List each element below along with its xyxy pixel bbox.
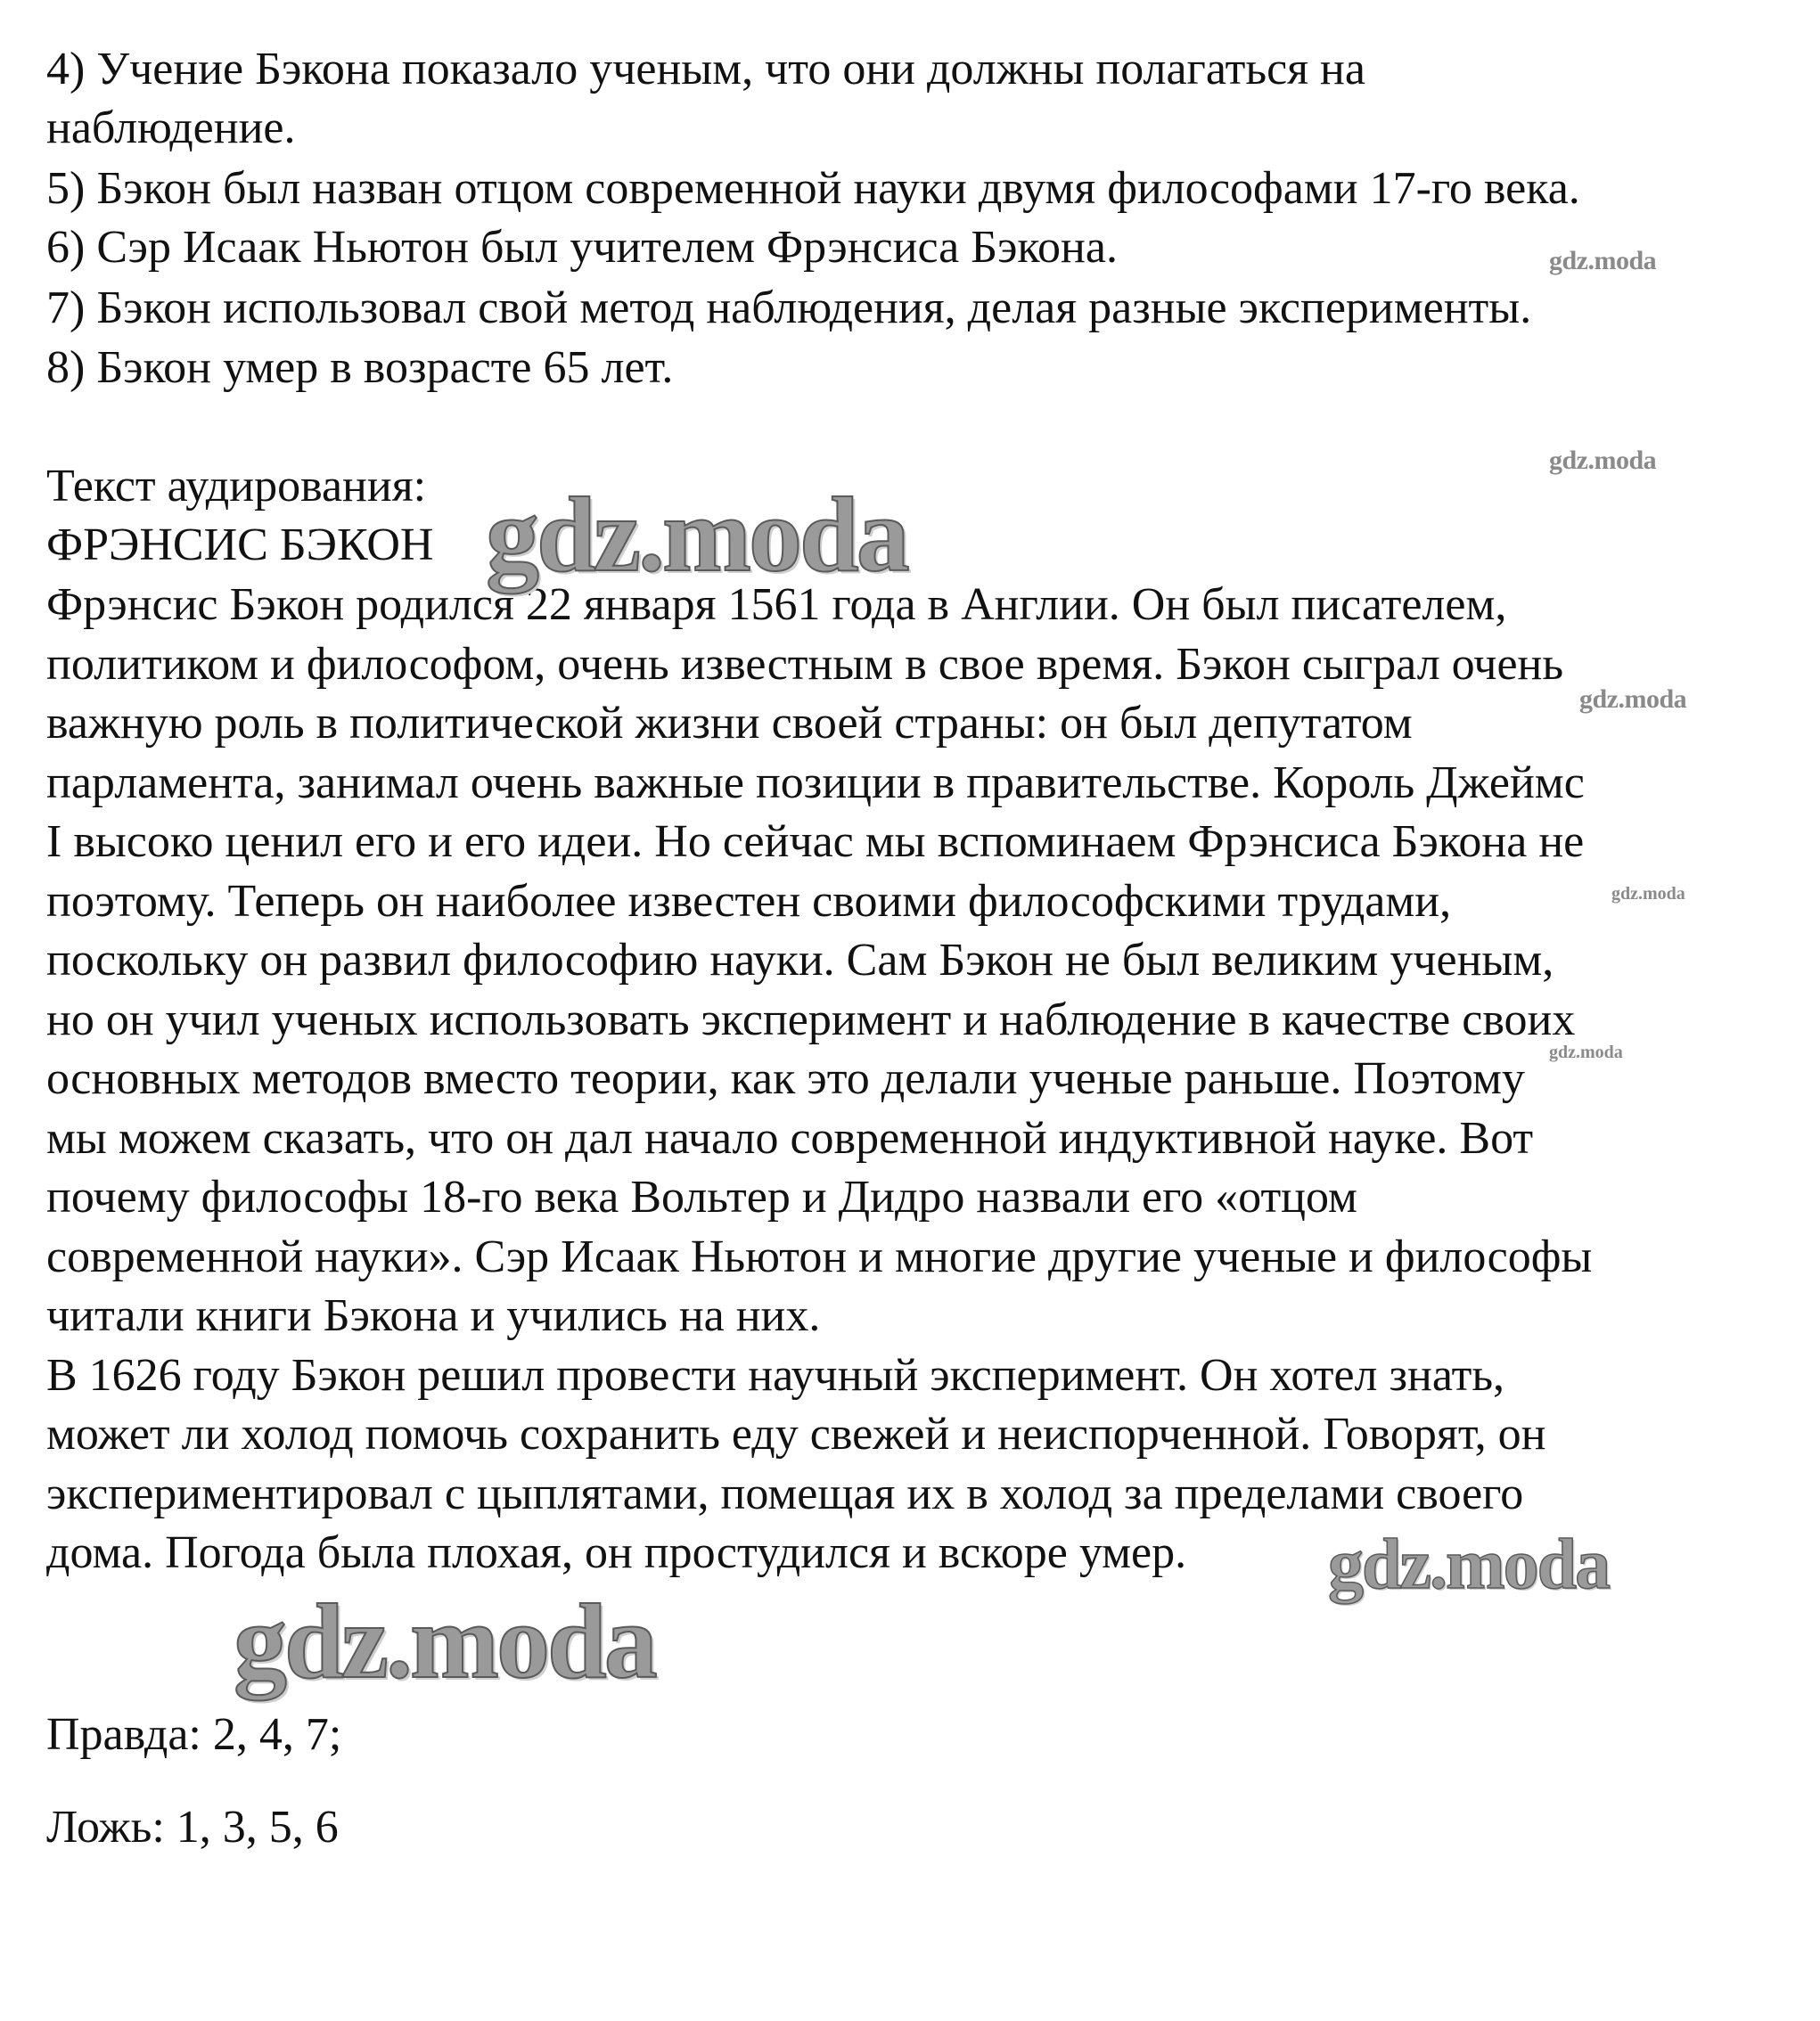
watermark-logo: gdz.moda — [1549, 446, 1657, 475]
listening-line: может ли холод помочь сохранить еду свежей и неиспорченной. Говорят, он — [46, 1409, 1546, 1460]
listening-line: основных методов вместо теории, как это делали ученые раньше. Поэтому — [46, 1053, 1525, 1104]
listening-line: Фрэнсис Бэкон родился 22 января 1561 года в Англии. Он был писателем, — [46, 579, 1507, 630]
listening-line: В 1626 году Бэкон решил провести научный эксперимент. Он хотел знать, — [46, 1350, 1505, 1401]
answer-false: Ложь: 1, 3, 5, 6 — [46, 1802, 339, 1853]
listening-line: парламента, занимал очень важные позиции в правительстве. Король Джеймс — [46, 757, 1585, 808]
listening-line: дома. Погода была плохая, он простудился и вскоре умер. — [46, 1527, 1187, 1578]
listening-line: I высоко ценил его и его идеи. Но сейчас мы вспоминаем Фрэнсиса Бэкона не — [46, 816, 1585, 867]
listening-line: но он учил ученых использовать эксперимент и наблюдение в качестве своих — [46, 994, 1576, 1045]
listening-title: ФРЭНСИС БЭКОН — [46, 520, 434, 570]
listening-heading: Текст аудирования: — [46, 461, 427, 511]
statement-7: 7) Бэкон использовал свой метод наблюдения, делая разные эксперименты. — [46, 282, 1532, 333]
listening-line: экспериментировал с цыплятами, помещая их в холод за пределами своего — [46, 1469, 1524, 1519]
statement-4-line-1: 4) Учение Бэкона показало ученым, что они должны полагаться на — [46, 44, 1365, 94]
watermark-logo: gdz.moda — [1328, 1526, 1610, 1604]
statement-4-line-2: наблюдение. — [46, 102, 296, 153]
listening-line: поскольку он развил философию науки. Сам Бэкон не был великим ученым, — [46, 935, 1554, 986]
listening-line: читали книги Бэкона и учились на них. — [46, 1290, 821, 1341]
listening-line: поэтому. Теперь он наиболее известен своими философскими трудами, — [46, 876, 1452, 927]
answer-true: Правда: 2, 4, 7; — [46, 1709, 342, 1760]
watermark-logo: gdz.moda — [1579, 684, 1687, 714]
listening-line: политиком и философом, очень известным в свое время. Бэкон сыграл очень — [46, 639, 1564, 690]
listening-line: мы можем сказать, что он дал начало современной индуктивной науке. Вот — [46, 1113, 1534, 1164]
watermark-logo: gdz.moda — [486, 475, 907, 593]
statement-5: 5) Бэкон был назван отцом современной науки двумя философами 17-го века. — [46, 163, 1580, 214]
listening-line: современной науки». Сэр Исаак Ньютон и многие другие ученые и философы — [46, 1231, 1593, 1282]
watermark-logo: gdz.moda — [1611, 884, 1685, 904]
listening-line: важную роль в политической жизни своей страны: он был депутатом — [46, 698, 1413, 749]
watermark-logo: gdz.moda — [1549, 1043, 1623, 1062]
statement-6: 6) Сэр Исаак Ньютон был учителем Фрэнсиса Бэкона. — [46, 222, 1118, 273]
watermark-logo: gdz.moda — [234, 1582, 655, 1700]
listening-line: почему философы 18-го века Вольтер и Дидро назвали его «отцом — [46, 1172, 1357, 1223]
watermark-logo: gdz.moda — [1549, 246, 1657, 275]
statement-8: 8) Бэкон умер в возрасте 65 лет. — [46, 342, 674, 393]
